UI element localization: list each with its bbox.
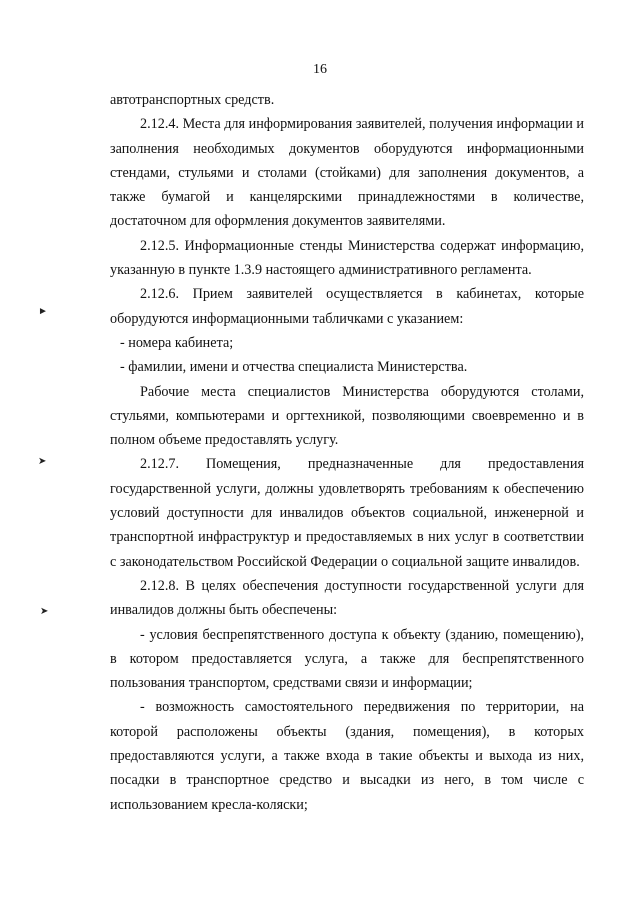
list-item: - номера кабинета; <box>120 334 234 351</box>
paragraph: автотранспортных средств. <box>110 92 275 108</box>
list-item: - возможность самостоятельного передвижения по территории, на которой расположены объекты (здания, помещения), в которых предоставляются услуги, а также входа в такие объекты и выхода из них, посадки в транспортное средство и высадки из него, в том числе с использованием кресла-коляски; <box>110 699 584 813</box>
list-item: - условия беспрепятственного доступа к объекту (зданию, помещению), в котором предоставляется услуга, а также для беспрепятственного пользования транспортом, средствами связи и информации; <box>110 626 584 692</box>
paragraph: 2.12.5. Информационные стенды Министерства содержат информацию, указанную в пункте 1.3.9 настоящего административного регламента. <box>110 237 584 279</box>
paragraph: 2.12.4. Места для информирования заявителей, получения информации и заполнения необходимых документов оборудуются информационными стендами, стульями и столами (стойками) для заполнения документов, а также бумагой и канцелярскими принадлежностями в количестве, достаточном для оформления документов заявителями. <box>110 116 584 230</box>
document-body <box>110 88 584 817</box>
scan-mark-icon: ➤ <box>38 456 47 467</box>
page-number: 16 <box>313 62 327 77</box>
paragraph: 2.12.6. Прием заявителей осуществляется в кабинетах, которые оборудуются информационными табличками с указанием: <box>110 286 584 327</box>
scan-mark-icon: ► <box>38 306 48 317</box>
list-item: - фамилии, имени и отчества специалиста Министерства. <box>120 359 468 376</box>
paragraph: Рабочие места специалистов Министерства оборудуются столами, стульями, компьютерами и оргтехникой, позволяющими своевременно и в полном объеме предоставлять услугу. <box>110 383 584 449</box>
scan-mark-icon: ➤ <box>40 606 49 617</box>
paragraph: 2.12.7. Помещения, предназначенные для предоставления государственной услуги, должны удовлетворять требованиям к обеспечению условий доступности для инвалидов объектов социальной, инженерной и транспортной инфраструктур и предоставляемых в них услуг в соответствии с законодательством Российской Федерации о социальной защите инвалидов. <box>110 456 584 570</box>
paragraph: 2.12.8. В целях обеспечения доступности государственной услуги для инвалидов должны быть обеспечены: <box>110 577 584 619</box>
